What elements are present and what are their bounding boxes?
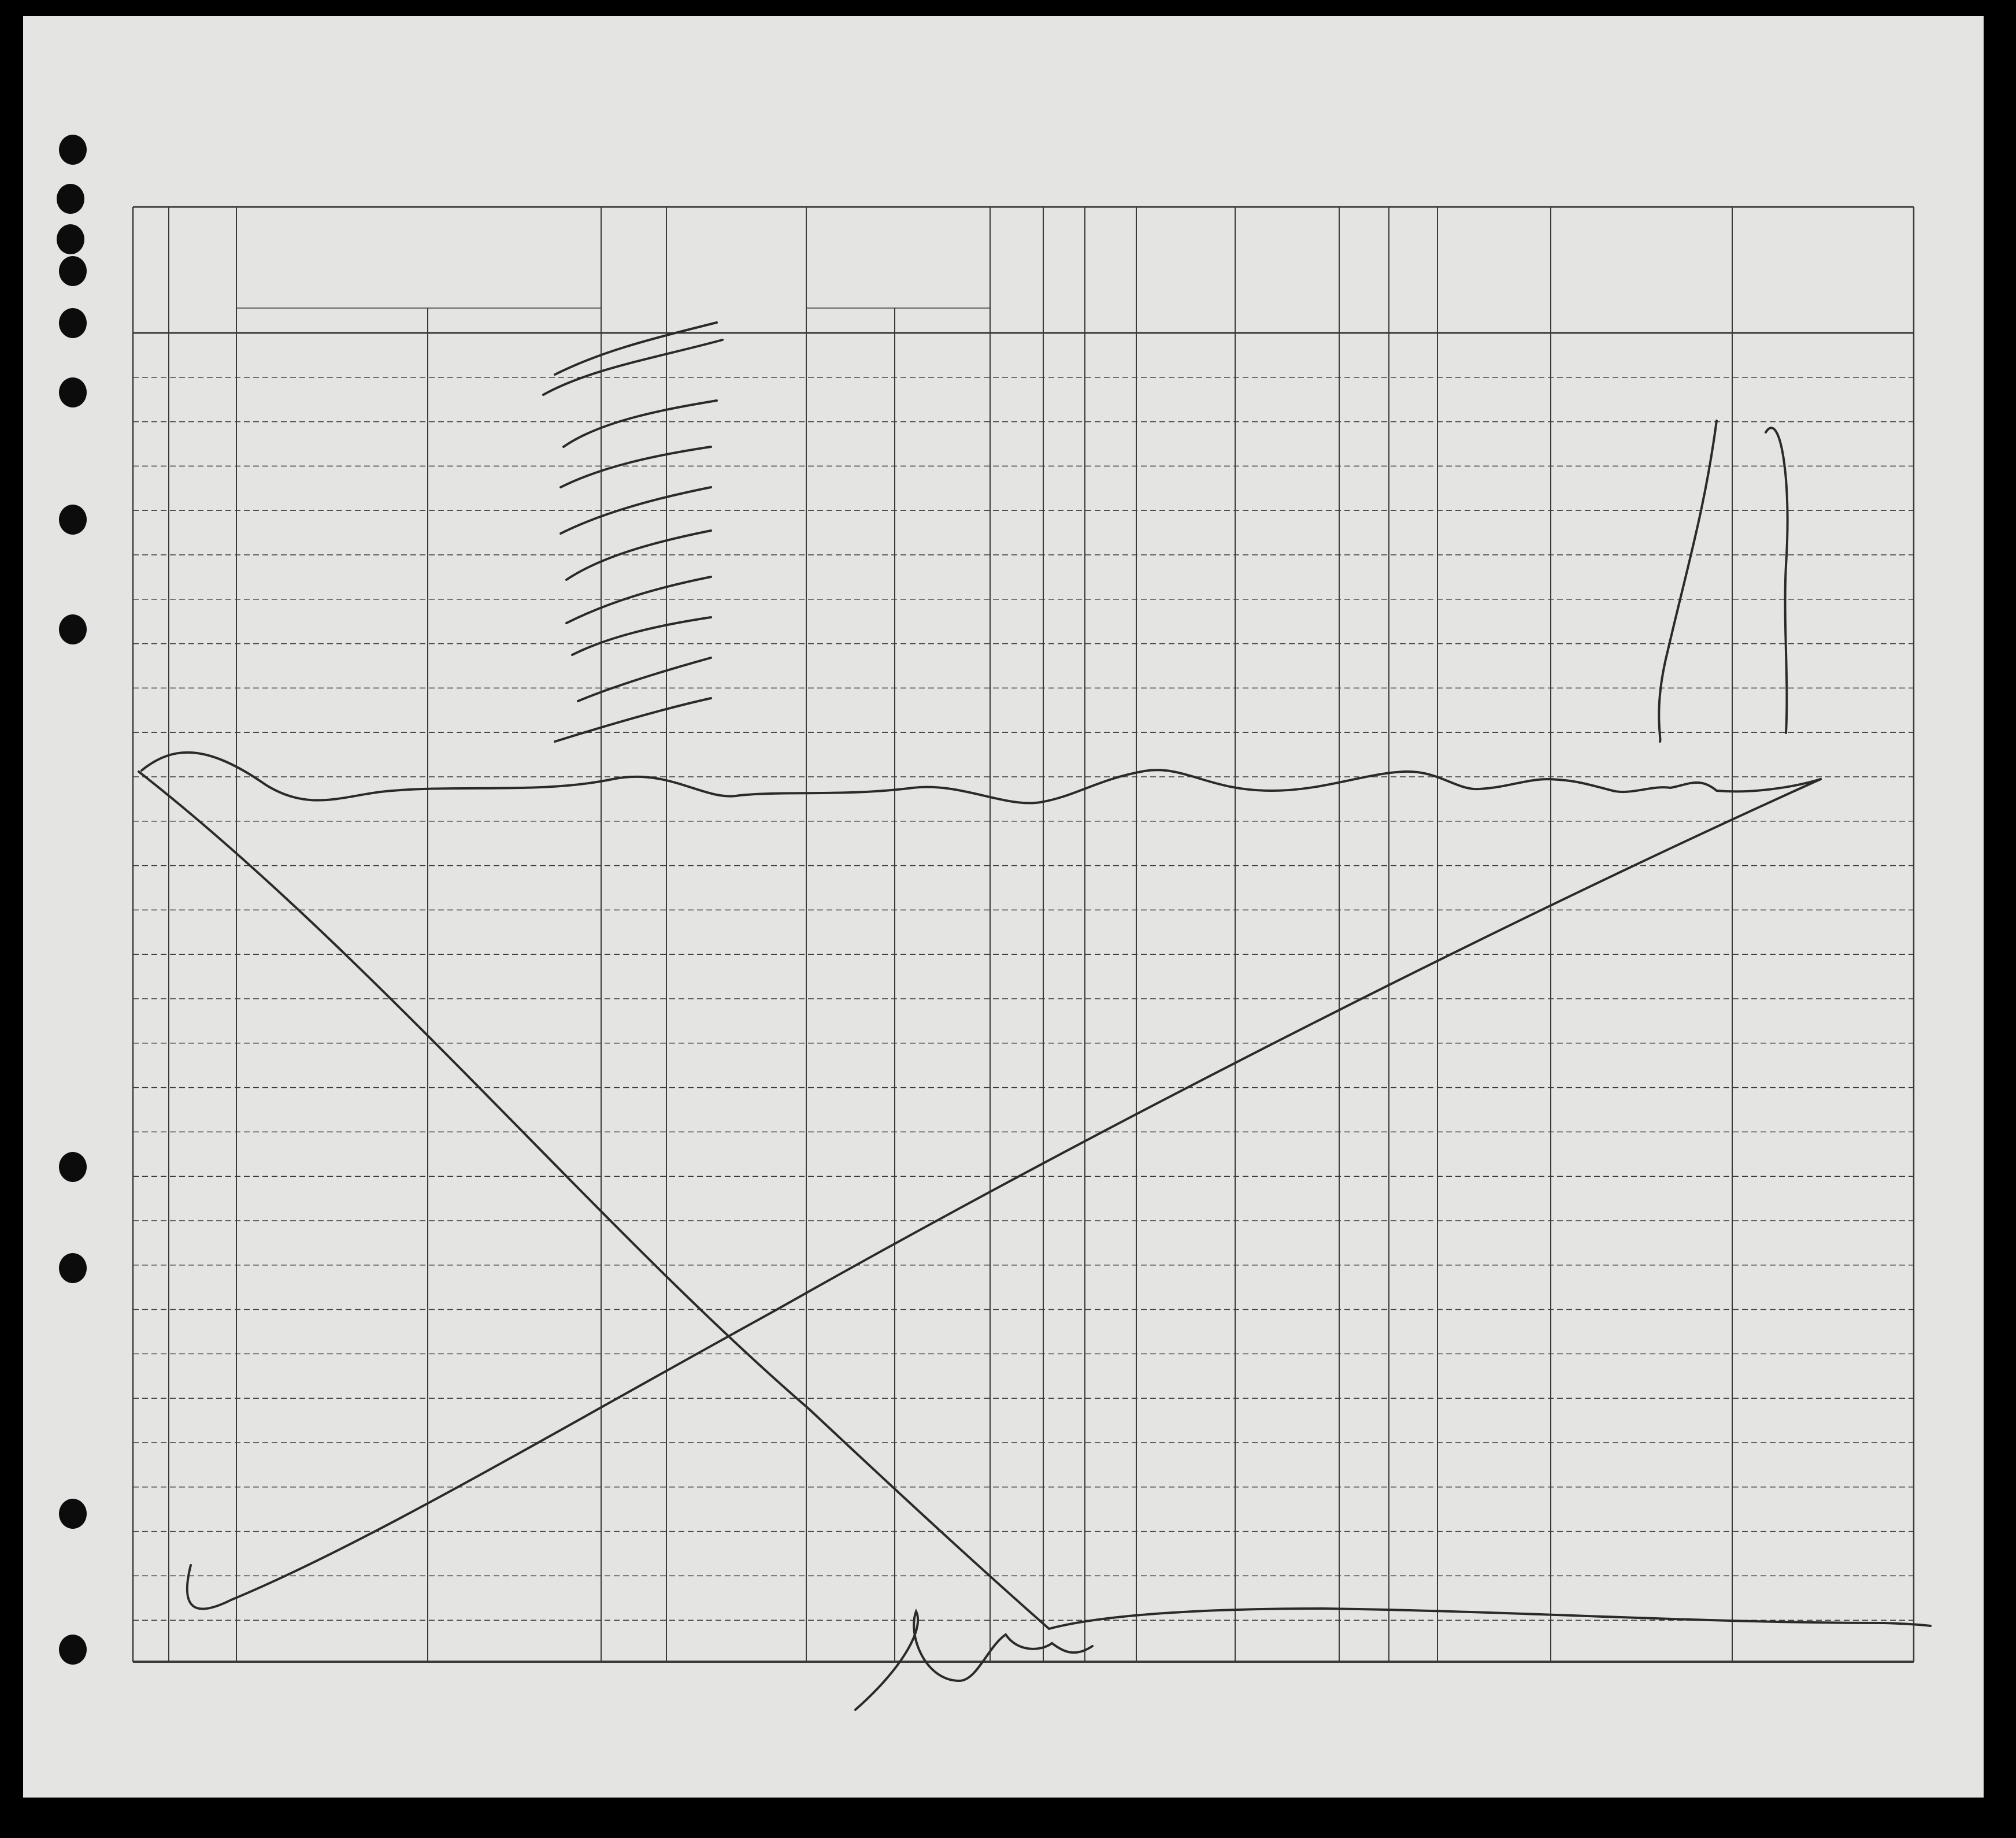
check-mark	[566, 577, 711, 623]
ditto-stroke	[1659, 421, 1717, 742]
check-mark	[578, 658, 711, 701]
check-mark	[561, 447, 711, 487]
cancellation-line	[1049, 1609, 1930, 1629]
cancellation-wave	[142, 753, 1821, 803]
check-mark	[561, 487, 711, 533]
handwritten-marks	[23, 16, 1984, 1798]
cancellation-line	[139, 772, 1049, 1629]
check-mark	[572, 617, 711, 655]
manifest-sheet	[23, 16, 1984, 1798]
check-mark	[564, 401, 717, 447]
ditto-stroke	[1766, 428, 1788, 733]
check-mark	[555, 698, 711, 742]
cancellation-line	[187, 779, 1821, 1609]
check-mark	[566, 531, 711, 580]
